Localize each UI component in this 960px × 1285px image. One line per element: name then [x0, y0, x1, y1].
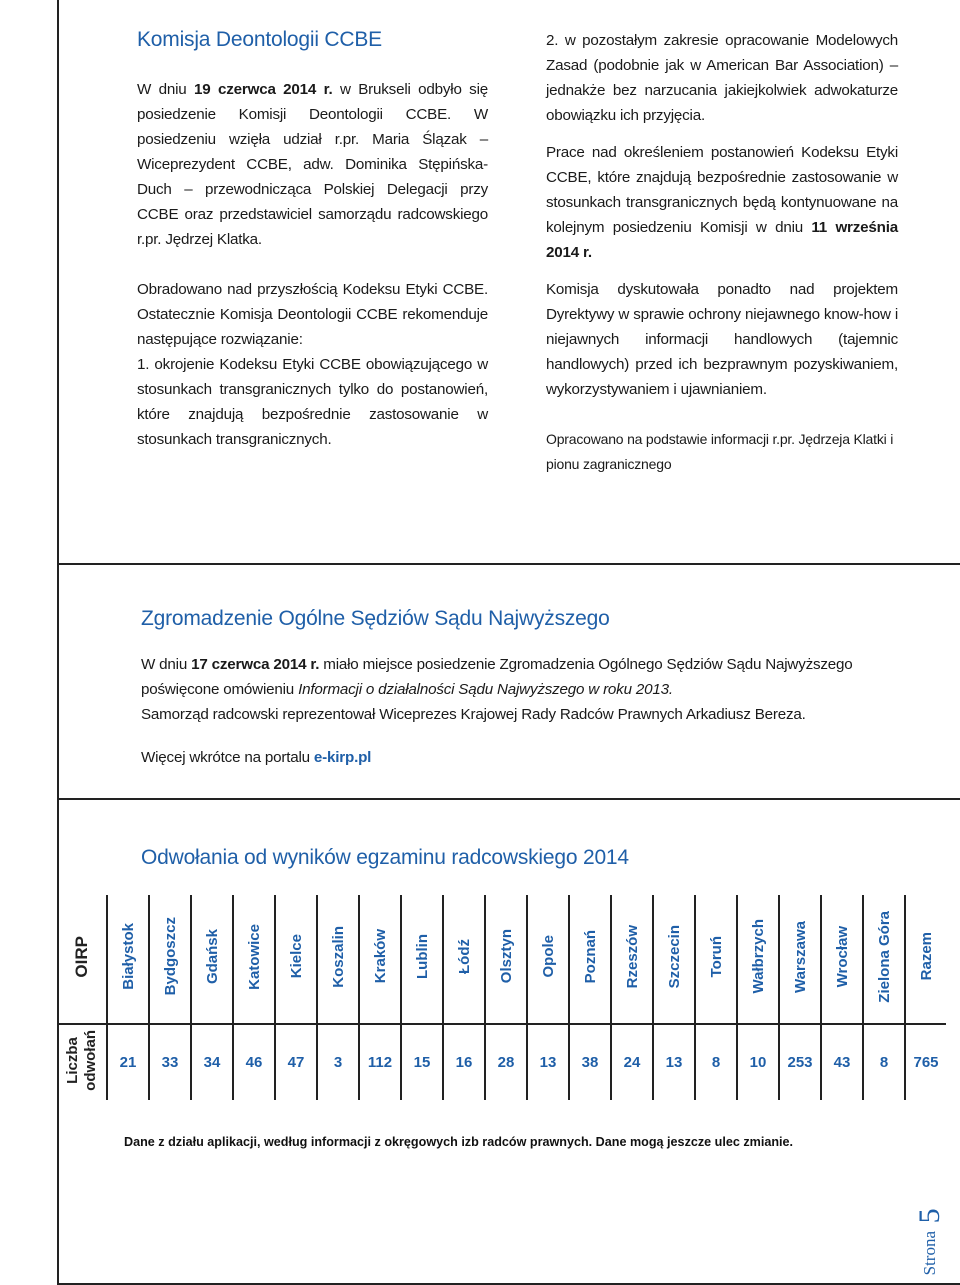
section-title-ccbe: Komisja Deontologii CCBE — [137, 28, 382, 51]
right-column — [546, 28, 898, 477]
divider-left-upper — [57, 0, 59, 563]
oirp-header: OIRP — [72, 935, 91, 978]
col-header: Opole — [527, 895, 569, 1024]
row-label: Liczba odwołań — [64, 1030, 99, 1091]
meeting-date: 19 czerwca 2014 r. — [194, 81, 333, 98]
paragraph-continuation: Prace nad określeniem postanowień Kodeksu Etyki CCBE, które znajdują bezpośrednie zastosowanie w stosunkach transgranicznych będą kontynuowane na kolejnym posiedzeniu Komisji w dniu 11 września 2014 r. — [546, 144, 898, 261]
sn-line-3: Samorząd radcowski reprezentował Wiceprezes Krajowej Rady Radców Prawnych Arkadiusz Bereza. — [141, 706, 806, 723]
col-header: Katowice — [233, 895, 275, 1024]
sn-more: Więcej wkrótce na portalu e-kirp.pl — [141, 749, 372, 766]
value-cell: 13 — [653, 1024, 695, 1100]
section-title-sn: Zgromadzenie Ogólne Sędziów Sądu Najwyższego — [141, 607, 610, 630]
value-cell: 112 — [359, 1024, 401, 1100]
paragraph-solution-2: 2. w pozostałym zakresie opracowanie Modelowych Zasad (podobnie jak w American Bar Association) – jednakże bez narzucania jakiejkolwiek adwokaturze obowiązku ich przyjęcia. — [546, 32, 898, 124]
col-header: Razem — [905, 895, 946, 1024]
col-header: Kraków — [359, 895, 401, 1024]
paragraph-deliberation: Obradowano nad przyszłością Kodeksu Etyki CCBE. Ostatecznie Komisja Deontologii CCBE rekomenduje następujące rozwiązanie: — [137, 281, 488, 348]
divider-horizontal-1 — [57, 563, 960, 565]
value-cell: 253 — [779, 1024, 821, 1100]
sn-line-1: W dniu 17 czerwca 2014 r. miało miejsce posiedzenie Zgromadzenia Ogólnego Sędziów Sądu Najwyższego — [141, 656, 853, 673]
col-header: Warszawa — [779, 895, 821, 1024]
col-header: Toruń — [695, 895, 737, 1024]
value-cell: 43 — [821, 1024, 863, 1100]
credit-note: Opracowano na podstawie informacji r.pr. Jędrzeja Klatki i pionu zagranicznego — [546, 431, 894, 472]
right-column-body — [546, 28, 898, 477]
col-header: Szczecin — [653, 895, 695, 1024]
value-cell: 33 — [149, 1024, 191, 1100]
value-cell: 38 — [569, 1024, 611, 1100]
value-cell: 24 — [611, 1024, 653, 1100]
left-column-body — [137, 77, 488, 452]
appeals-table — [58, 895, 946, 1100]
paragraph-directive: Komisja dyskutowała ponadto nad projektem Dyrektywy w sprawie ochrony niejawnego know-how i niejawnych informacji handlowych (tajemnic handlowych) przed ich bezprawnym pozyskiwaniem, wykorzystywaniem i ujawnianiem. — [546, 281, 898, 398]
section-title-appeals: Odwołania od wyników egzaminu radcowskiego 2014 — [141, 846, 629, 869]
sn-date: 17 czerwca 2014 r. — [191, 656, 320, 673]
value-cell: 47 — [275, 1024, 317, 1100]
value-cell: 34 — [191, 1024, 233, 1100]
col-header: Białystok — [107, 895, 149, 1024]
oirp-header-cell — [58, 895, 107, 1024]
col-header: Kielce — [275, 895, 317, 1024]
col-header: Gdańsk — [191, 895, 233, 1024]
paragraph-meeting: W dniu 19 czerwca 2014 r. w Brukseli odbyło się posiedzenie Komisji Deontologii CCBE. W posiedzeniu wzięła udział r.pr. Maria Ślązak – Wiceprezydent CCBE, adw. Dominika Stępińska-Duch – przewodnicząca Polskiej Delegacji przy CCBE oraz przedstawiciel samorządu radcowskiego r.pr. Jędrzej Klatka. — [137, 81, 488, 248]
page-footer — [905, 1175, 955, 1275]
col-header: Rzeszów — [611, 895, 653, 1024]
value-cell: 21 — [107, 1024, 149, 1100]
col-header: Łódź — [443, 895, 485, 1024]
page-number: 5 — [913, 1207, 946, 1223]
divider-left-lower — [57, 798, 59, 1285]
value-cell: 16 — [443, 1024, 485, 1100]
col-header: Poznań — [569, 895, 611, 1024]
value-cell: 3 — [317, 1024, 359, 1100]
divider-horizontal-2 — [57, 798, 960, 800]
value-cell: 46 — [233, 1024, 275, 1100]
sn-report-title: Informacji o działalności Sądu Najwyższego w roku 2013. — [298, 681, 673, 698]
sn-line-2: poświęcone omówieniu Informacji o działalności Sądu Najwyższego w roku 2013. — [141, 681, 673, 698]
value-cell: 15 — [401, 1024, 443, 1100]
left-column — [137, 28, 488, 452]
table-note: Dane z działu aplikacji, według informacji z okręgowych izb radców prawnych. Dane mogą jeszcze ulec zmianie. — [124, 1135, 794, 1149]
row-label-cell — [58, 1024, 107, 1100]
col-header: Wałbrzych — [737, 895, 779, 1024]
paragraph-solution-1: 1. okrojenie Kodeksu Etyki CCBE obowiązującego w stosunkach transgranicznych tylko do postanowień, które znajdują bezpośrednie zastosowanie w stosunkach transgranicznych. — [137, 356, 488, 448]
portal-link[interactable]: e-kirp.pl — [313, 749, 372, 766]
page-label: Strona5 — [913, 1207, 946, 1275]
value-cell: 28 — [485, 1024, 527, 1100]
col-header: Zielona Góra — [863, 895, 905, 1024]
col-header: Wrocław — [821, 895, 863, 1024]
value-cell: 13 — [527, 1024, 569, 1100]
appeals-values-row — [58, 1024, 946, 1100]
col-header: Olsztyn — [485, 895, 527, 1024]
value-cell: 765 — [913, 1054, 939, 1071]
divider-left-middle — [57, 563, 59, 798]
next-meeting-date: 11 września 2014 r. — [546, 219, 898, 261]
value-cell: 10 — [737, 1024, 779, 1100]
col-header: Koszalin — [317, 895, 359, 1024]
value-cell: 8 — [863, 1024, 905, 1100]
col-header: Bydgoszcz — [149, 895, 191, 1024]
value-cell: 8 — [695, 1024, 737, 1100]
section2-body — [141, 652, 931, 770]
col-header: Lublin — [401, 895, 443, 1024]
appeals-header-row — [58, 895, 946, 1024]
